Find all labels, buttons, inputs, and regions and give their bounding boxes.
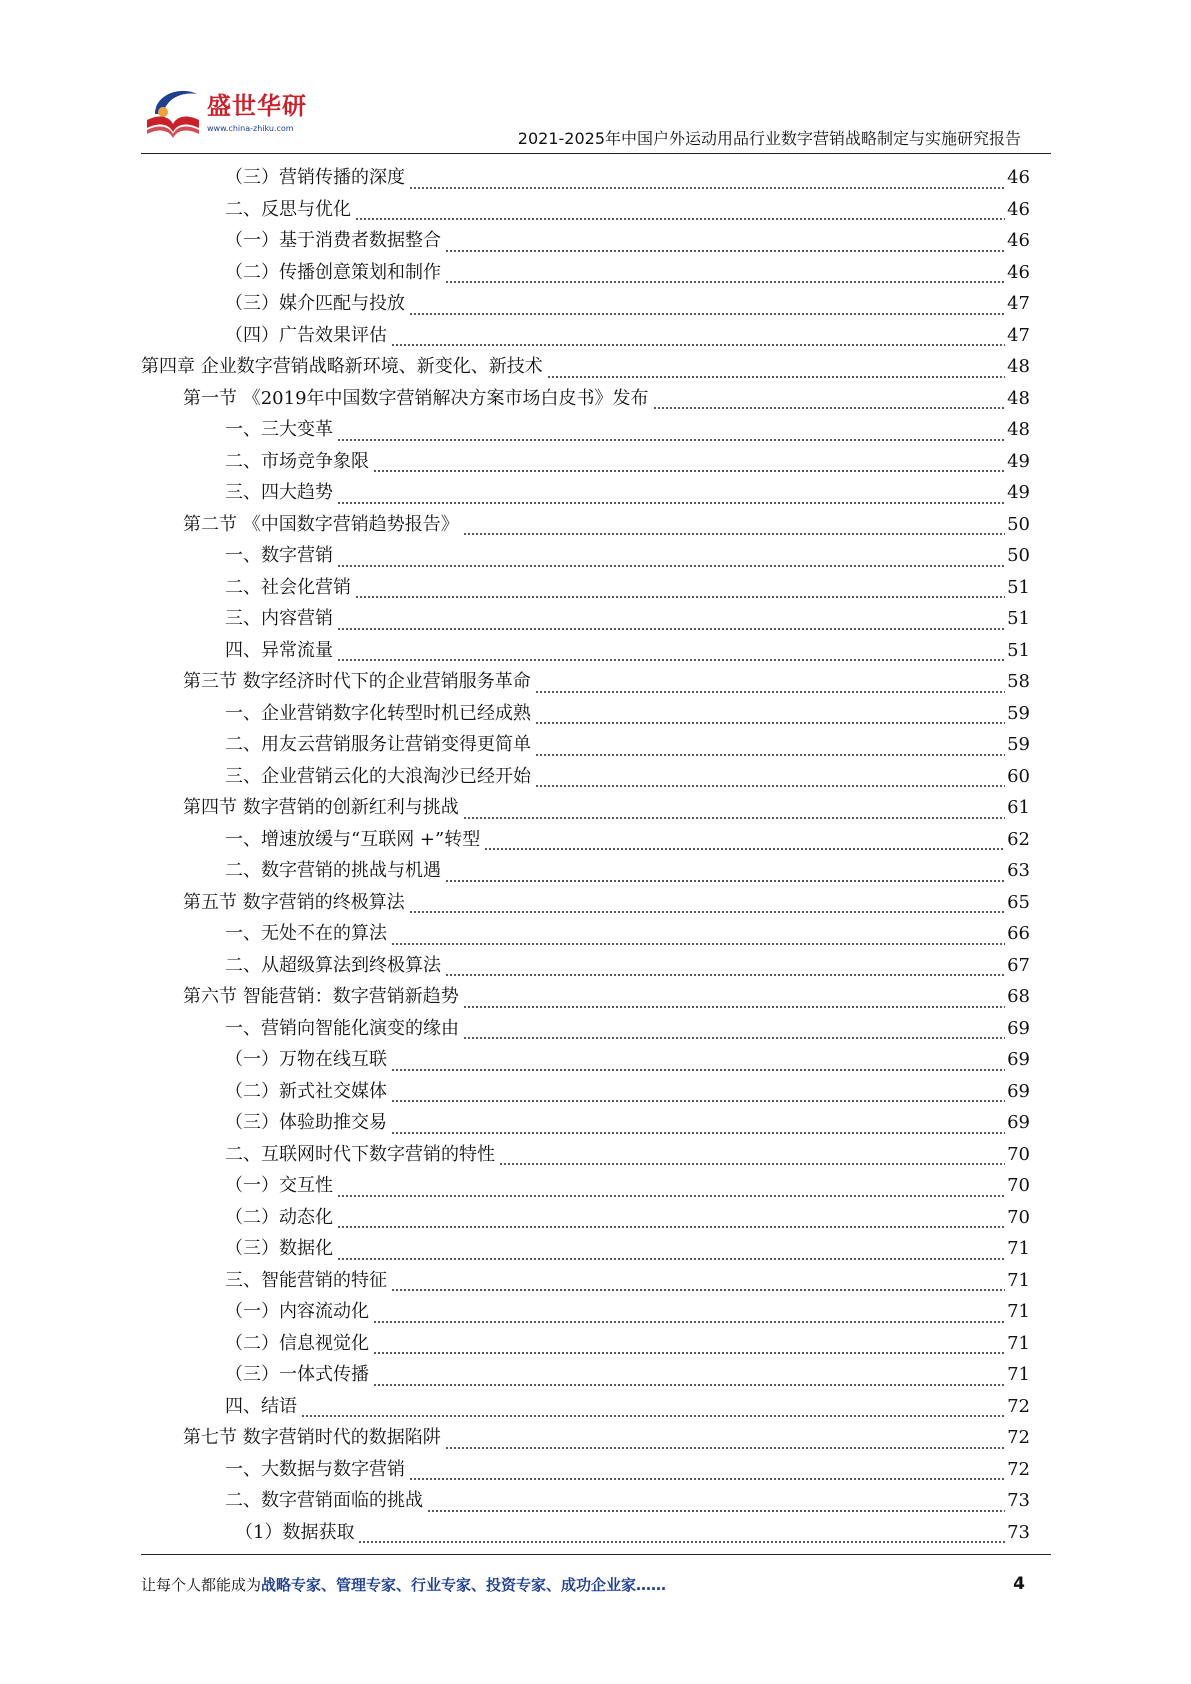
toc-entry-page: 48 bbox=[1007, 387, 1030, 409]
toc-entry-page: 49 bbox=[1007, 450, 1030, 472]
toc-entry[interactable] bbox=[141, 635, 1030, 667]
toc-entry-page: 59 bbox=[1007, 702, 1030, 724]
toc-entry-page: 47 bbox=[1007, 324, 1030, 346]
toc-entry-page: 73 bbox=[1007, 1521, 1030, 1543]
toc-entry-page: 69 bbox=[1007, 1080, 1030, 1102]
toc-entry-label: 第四章 企业数字营销战略新环境、新变化、新技术 bbox=[141, 356, 543, 377]
toc-entry-page: 71 bbox=[1007, 1269, 1030, 1291]
toc-dot-leader bbox=[358, 1541, 1005, 1543]
toc-entry[interactable] bbox=[141, 383, 1030, 415]
toc-entry[interactable] bbox=[141, 761, 1030, 793]
toc-entry[interactable] bbox=[141, 446, 1030, 478]
toc-entry-page: 68 bbox=[1007, 986, 1030, 1007]
toc-entry-page: 65 bbox=[1007, 891, 1030, 913]
toc-entry-label: 三、内容营销 bbox=[225, 608, 333, 629]
toc-entry[interactable] bbox=[141, 698, 1030, 730]
toc-entry-page: 46 bbox=[1007, 261, 1030, 283]
toc-dot-leader bbox=[337, 439, 1005, 441]
toc-entry-page: 72 bbox=[1007, 1395, 1030, 1417]
toc-entry-page: 67 bbox=[1007, 954, 1030, 976]
toc-entry[interactable] bbox=[141, 666, 1030, 698]
toc-entry-page: 70 bbox=[1007, 1206, 1030, 1228]
toc-entry[interactable] bbox=[141, 1359, 1030, 1391]
toc-entry[interactable] bbox=[141, 1391, 1030, 1423]
toc-entry[interactable] bbox=[141, 194, 1030, 226]
toc-dot-leader bbox=[337, 628, 1005, 630]
footer-slogan-roles: 战略专家、管理专家、行业专家、投资专家、成功企业家…… bbox=[261, 1576, 667, 1594]
toc-entry-page: 73 bbox=[1007, 1490, 1030, 1511]
toc-dot-leader bbox=[301, 1415, 1005, 1417]
toc-entry-label: 二、社会化营销 bbox=[225, 576, 351, 598]
toc-entry-label: （一）万物在线互联 bbox=[225, 1049, 387, 1070]
toc-dot-leader bbox=[445, 281, 1005, 283]
toc-entry[interactable] bbox=[141, 1422, 1030, 1454]
toc-entry[interactable] bbox=[141, 950, 1030, 982]
toc-dot-leader bbox=[463, 1037, 1005, 1039]
toc-dot-leader bbox=[373, 1352, 1005, 1354]
toc-dot-leader bbox=[337, 565, 1005, 567]
toc-entry-page: 63 bbox=[1007, 860, 1030, 881]
toc-dot-leader bbox=[373, 1384, 1005, 1386]
toc-entry[interactable] bbox=[141, 320, 1030, 352]
toc-entry-label: 第三节 数字经济时代下的企业营销服务革命 bbox=[183, 671, 531, 692]
header-divider bbox=[141, 153, 1051, 154]
toc-entry-label: 二、从超级算法到终极算法 bbox=[225, 954, 441, 976]
toc-dot-leader bbox=[391, 344, 1005, 346]
toc-dot-leader bbox=[337, 502, 1005, 504]
toc-entry[interactable] bbox=[141, 918, 1030, 950]
toc-dot-leader bbox=[337, 1226, 1005, 1228]
toc-entry-label: 二、用友云营销服务让营销变得更简单 bbox=[225, 734, 531, 755]
toc-entry[interactable] bbox=[141, 257, 1030, 289]
toc-dot-leader bbox=[445, 880, 1005, 882]
toc-entry[interactable] bbox=[141, 855, 1030, 887]
toc-entry-page: 71 bbox=[1007, 1364, 1030, 1385]
toc-dot-leader bbox=[535, 754, 1005, 756]
page-number: 4 bbox=[1013, 1574, 1025, 1594]
toc-entry-page: 69 bbox=[1007, 1017, 1030, 1039]
toc-entry[interactable] bbox=[141, 887, 1030, 919]
logo-name: 盛世华研 bbox=[207, 92, 307, 120]
toc-entry[interactable] bbox=[141, 540, 1030, 572]
toc-dot-leader bbox=[535, 691, 1005, 693]
toc-entry-label: （二）信息视觉化 bbox=[225, 1332, 369, 1354]
toc-entry-page: 46 bbox=[1007, 198, 1030, 220]
toc-dot-leader bbox=[373, 1321, 1005, 1323]
toc-entry-page: 48 bbox=[1007, 356, 1030, 377]
toc-entry-page: 69 bbox=[1007, 1112, 1030, 1133]
toc-entry-page: 72 bbox=[1007, 1427, 1030, 1448]
toc-dot-leader bbox=[409, 313, 1005, 315]
toc-entry-page: 46 bbox=[1007, 230, 1030, 251]
toc-entry[interactable] bbox=[141, 1265, 1030, 1297]
toc-entry[interactable] bbox=[141, 572, 1030, 604]
toc-entry[interactable] bbox=[141, 225, 1030, 257]
toc-entry-label: （二）新式社交媒体 bbox=[225, 1080, 387, 1102]
toc-entry-label: 三、企业营销云化的大浪淘沙已经开始 bbox=[225, 765, 531, 787]
toc-dot-leader bbox=[355, 596, 1005, 598]
toc-entry[interactable] bbox=[141, 288, 1030, 320]
toc-dot-leader bbox=[653, 407, 1006, 409]
toc-dot-leader bbox=[337, 1258, 1005, 1260]
toc-dot-leader bbox=[337, 1195, 1005, 1197]
footer-slogan-lead: 让每个人都能成为 bbox=[141, 1576, 262, 1594]
toc-entry-page: 71 bbox=[1007, 1332, 1030, 1354]
toc-entry-label: 第二节 《中国数字营销趋势报告》 bbox=[183, 513, 459, 535]
open-book-logo-icon bbox=[141, 84, 205, 144]
toc-dot-leader bbox=[484, 848, 1005, 850]
toc-dot-leader bbox=[355, 218, 1005, 220]
toc-entry-page: 48 bbox=[1007, 419, 1030, 440]
toc-dot-leader bbox=[445, 1447, 1005, 1449]
toc-entry-page: 70 bbox=[1007, 1143, 1030, 1165]
toc-entry-page: 62 bbox=[1007, 828, 1030, 850]
toc-entry-label: 一、企业营销数字化转型时机已经成熟 bbox=[225, 702, 531, 724]
toc-entry-label: 一、营销向智能化演变的缘由 bbox=[225, 1017, 459, 1039]
toc-entry-label: 一、大数据与数字营销 bbox=[225, 1458, 405, 1480]
toc-entry-page: 51 bbox=[1007, 576, 1030, 598]
toc-entry-page: 72 bbox=[1007, 1458, 1030, 1480]
toc-entry-label: （1）数据获取 bbox=[235, 1521, 355, 1543]
toc-dot-leader bbox=[463, 817, 1005, 819]
toc-entry-label: 三、智能营销的特征 bbox=[225, 1269, 387, 1291]
toc-entry[interactable] bbox=[141, 1233, 1030, 1265]
toc-entry[interactable] bbox=[141, 162, 1030, 194]
toc-entry[interactable] bbox=[141, 1139, 1030, 1171]
toc-entry-label: 第五节 数字营销的终极算法 bbox=[183, 891, 405, 913]
toc-entry[interactable] bbox=[141, 1076, 1030, 1108]
toc-entry-label: 四、异常流量 bbox=[225, 639, 333, 661]
toc-entry[interactable] bbox=[141, 1328, 1030, 1360]
toc-entry-page: 71 bbox=[1007, 1301, 1030, 1322]
page-footer bbox=[141, 1574, 1051, 1604]
toc-entry-label: 一、增速放缓与“互联网 +”转型 bbox=[225, 828, 481, 850]
toc-entry-label: 一、无处不在的算法 bbox=[225, 923, 387, 944]
toc-entry[interactable] bbox=[141, 1517, 1030, 1549]
toc-entry-label: 一、三大变革 bbox=[225, 419, 333, 440]
toc-entry-label: 四、结语 bbox=[225, 1395, 297, 1417]
toc-dot-leader bbox=[391, 943, 1005, 945]
toc-entry[interactable] bbox=[141, 1454, 1030, 1486]
toc-entry-label: 第一节 《2019年中国数字营销解决方案市场白皮书》发布 bbox=[183, 387, 649, 409]
toc-entry[interactable] bbox=[141, 1013, 1030, 1045]
toc-entry[interactable] bbox=[141, 509, 1030, 541]
toc-dot-leader bbox=[463, 1006, 1005, 1008]
toc-entry[interactable] bbox=[141, 1170, 1030, 1202]
toc-entry[interactable] bbox=[141, 1202, 1030, 1234]
toc-entry[interactable] bbox=[141, 603, 1030, 635]
toc-entry-page: 47 bbox=[1007, 293, 1030, 314]
toc-dot-leader bbox=[445, 974, 1005, 976]
toc-dot-leader bbox=[391, 1100, 1005, 1102]
toc-entry-page: 58 bbox=[1007, 671, 1030, 692]
company-logo bbox=[141, 84, 311, 148]
toc-dot-leader bbox=[445, 250, 1005, 252]
report-title: 2021-2025年中国户外运动用品行业数字营销战略制定与实施研究报告 bbox=[517, 129, 1021, 148]
toc-entry[interactable] bbox=[141, 1485, 1030, 1517]
toc-entry-page: 61 bbox=[1007, 797, 1030, 818]
toc-entry-page: 71 bbox=[1007, 1238, 1030, 1259]
toc-entry-page: 66 bbox=[1007, 923, 1030, 944]
toc-entry-label: （一）基于消费者数据整合 bbox=[225, 230, 441, 251]
toc-entry-label: （二）传播创意策划和制作 bbox=[225, 261, 441, 283]
toc-entry-label: 二、数字营销面临的挑战 bbox=[225, 1490, 423, 1511]
toc-dot-leader bbox=[409, 187, 1005, 189]
toc-entry[interactable] bbox=[141, 1296, 1030, 1328]
toc-entry-label: （二）动态化 bbox=[225, 1206, 333, 1228]
toc-entry[interactable] bbox=[141, 981, 1030, 1013]
toc-entry-page: 51 bbox=[1007, 608, 1030, 629]
toc-dot-leader bbox=[427, 1510, 1005, 1512]
toc-entry[interactable] bbox=[141, 729, 1030, 761]
toc-entry-label: （三）媒介匹配与投放 bbox=[225, 293, 405, 314]
toc-dot-leader bbox=[409, 911, 1005, 913]
toc-entry-label: （三）营销传播的深度 bbox=[225, 167, 405, 188]
toc-entry-label: （四）广告效果评估 bbox=[225, 324, 387, 346]
toc-dot-leader bbox=[337, 659, 1005, 661]
toc-entry[interactable] bbox=[141, 824, 1030, 856]
footer-divider bbox=[141, 1554, 1051, 1555]
toc-entry-label: 第七节 数字营销时代的数据陷阱 bbox=[183, 1427, 441, 1448]
toc-entry-label: 第四节 数字营销的创新红利与挑战 bbox=[183, 797, 459, 818]
toc-entry-label: （一）内容流动化 bbox=[225, 1301, 369, 1322]
toc-dot-leader bbox=[535, 722, 1005, 724]
toc-dot-leader bbox=[391, 1069, 1005, 1071]
toc-entry-label: 第六节 智能营销：数字营销新趋势 bbox=[183, 986, 459, 1007]
toc-dot-leader bbox=[373, 470, 1005, 472]
logo-url: www.china-zhiku.com bbox=[207, 124, 294, 133]
toc-entry[interactable] bbox=[141, 1044, 1030, 1076]
table-of-contents bbox=[141, 162, 1030, 1548]
toc-entry-label: 一、数字营销 bbox=[225, 545, 333, 566]
toc-entry-label: （三）一体式传播 bbox=[225, 1364, 369, 1385]
toc-entry-page: 49 bbox=[1007, 482, 1030, 503]
toc-entry[interactable] bbox=[141, 1107, 1030, 1139]
toc-entry-label: 三、四大趋势 bbox=[225, 482, 333, 503]
toc-entry-label: 二、市场竞争象限 bbox=[225, 450, 369, 472]
toc-entry-page: 46 bbox=[1007, 167, 1030, 188]
toc-entry-label: （三）体验助推交易 bbox=[225, 1112, 387, 1133]
toc-entry-page: 70 bbox=[1007, 1175, 1030, 1196]
toc-dot-leader bbox=[535, 785, 1005, 787]
toc-entry-page: 50 bbox=[1007, 513, 1030, 535]
toc-entry-label: （三）数据化 bbox=[225, 1238, 333, 1259]
toc-entry-page: 60 bbox=[1007, 765, 1030, 787]
toc-entry[interactable] bbox=[141, 351, 1030, 383]
toc-dot-leader bbox=[409, 1478, 1005, 1480]
toc-dot-leader bbox=[391, 1289, 1005, 1291]
toc-entry-label: 二、互联网时代下数字营销的特性 bbox=[225, 1143, 495, 1165]
toc-entry-page: 69 bbox=[1007, 1049, 1030, 1070]
toc-entry-label: （一）交互性 bbox=[225, 1175, 333, 1196]
toc-entry[interactable] bbox=[141, 792, 1030, 824]
toc-entry-label: 二、反思与优化 bbox=[225, 198, 351, 220]
toc-dot-leader bbox=[499, 1163, 1005, 1165]
toc-entry-page: 50 bbox=[1007, 545, 1030, 566]
toc-entry-label: 二、数字营销的挑战与机遇 bbox=[225, 860, 441, 881]
toc-dot-leader bbox=[463, 533, 1005, 535]
toc-dot-leader bbox=[391, 1132, 1005, 1134]
toc-entry[interactable] bbox=[141, 414, 1030, 446]
toc-dot-leader bbox=[547, 376, 1005, 378]
toc-entry-page: 59 bbox=[1007, 734, 1030, 755]
page-header bbox=[141, 80, 1051, 160]
toc-entry-page: 51 bbox=[1007, 639, 1030, 661]
toc-entry[interactable] bbox=[141, 477, 1030, 509]
